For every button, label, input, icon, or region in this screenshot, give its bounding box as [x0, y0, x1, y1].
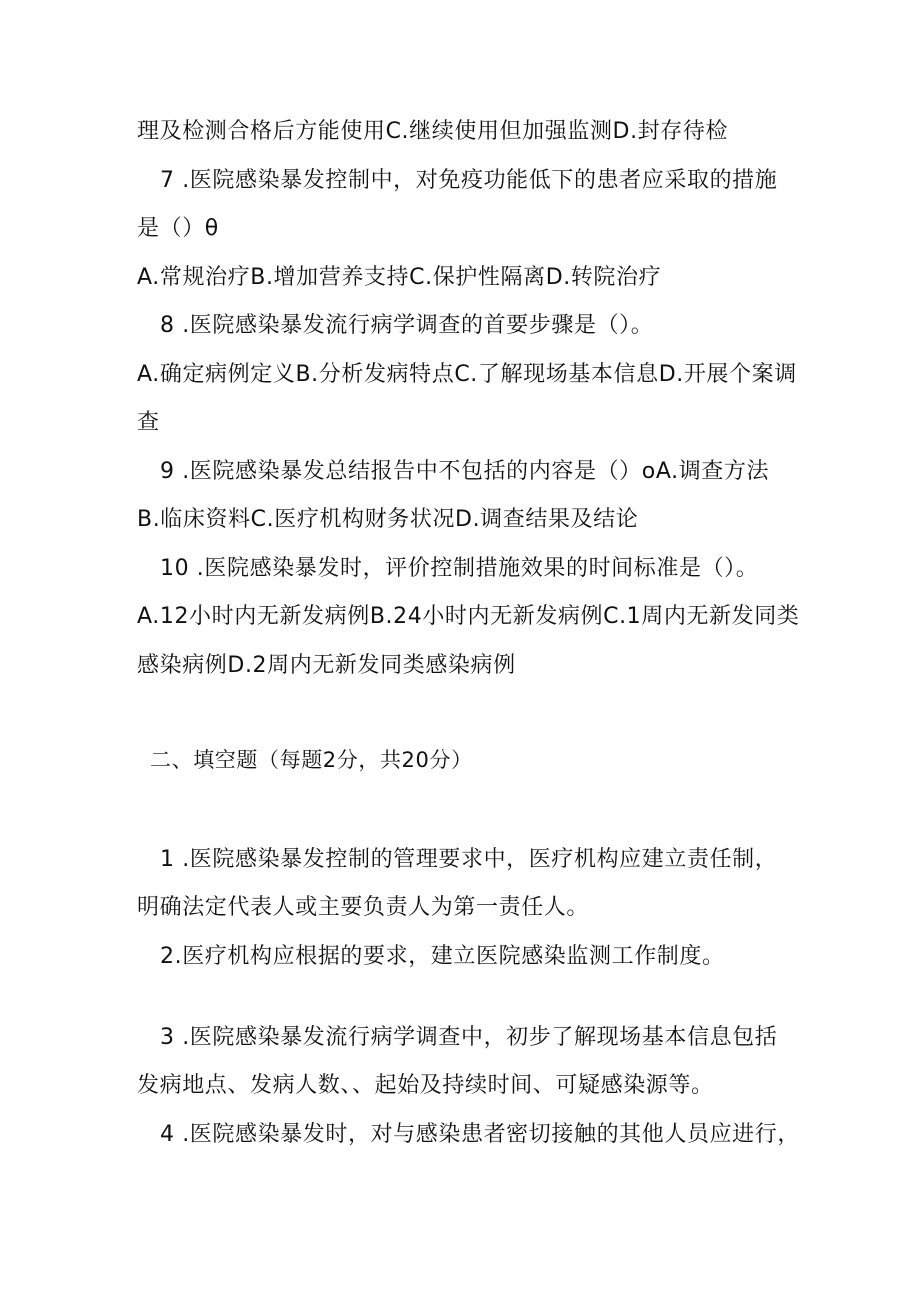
question-9-options: B.临床资料C.医疗机构财务状况D.调查结果及结论: [137, 507, 639, 532]
question-7-options: A.常规治疗B.增加营养支持C.保护性隔离D.转院治疗: [137, 265, 662, 290]
blank-1-line-2: 明确法定代表人或主要负责人为第一责任人。: [137, 895, 590, 920]
blank-2-line-1: 2.医疗机构应根据的要求，建立医院感染监测工作制度。: [160, 944, 725, 969]
question-8-line-1: 8 .医院感染暴发流行病学调查的首要步骤是（）。: [160, 313, 654, 338]
question-10-options-line-2: 感染病例D.2周内无新发同类感染病例: [137, 653, 516, 678]
question-8-options-line-1: A.确定病例定义B.分析发病特点C.了解现场基本信息D.开展个案调: [137, 362, 797, 387]
text-line-1: 理及检测合格后方能使用C.继续使用但加强监测D.封存待检: [137, 119, 729, 144]
section-heading: 二、填空题（每题2分，共20分）: [150, 748, 473, 772]
question-10-line-1: 10 .医院感染暴发时，评价控制措施效果的时间标准是（）。: [160, 556, 759, 581]
blank-4-line-1: 4 .医院感染暴发时，对与感染患者密切接触的其他人员应进行，: [160, 1122, 800, 1147]
question-7-line-2: 是（）θ: [137, 216, 219, 241]
question-10-options-line-1: A.12小时内无新发病例B.24小时内无新发病例C.1周内无新发同类: [137, 604, 800, 629]
question-7-line-1: 7 .医院感染暴发控制中，对免疫功能低下的患者应采取的措施: [160, 168, 778, 193]
question-9-line-1: 9 .医院感染暴发总结报告中不包括的内容是（）oA.调查方法: [160, 459, 770, 484]
blank-3-line-1: 3 .医院感染暴发流行病学调查中，初步了解现场基本信息包括: [160, 1025, 778, 1050]
blank-1-line-1: 1 .医院感染暴发控制的管理要求中，医疗机构应建立责任制，: [160, 847, 778, 872]
question-8-options-line-2: 查: [137, 410, 160, 435]
blank-3-line-2: 发病地点、发病人数、、起始及持续时间、可疑感染源等。: [137, 1073, 714, 1098]
